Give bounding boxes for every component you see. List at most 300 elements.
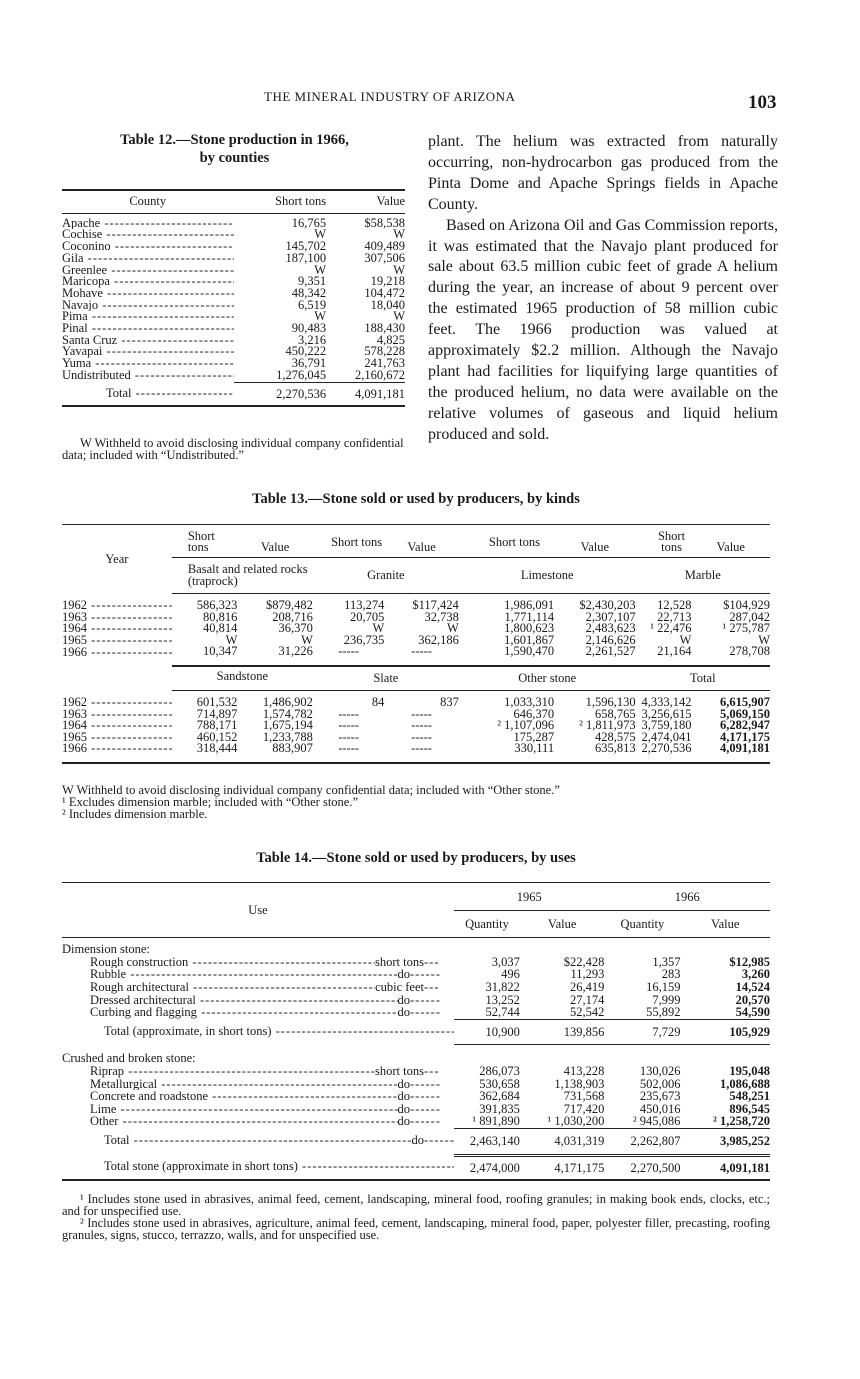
column-header-value: Value — [237, 525, 313, 558]
table-cell: 235,673 — [639, 1089, 681, 1104]
row-label: Greenlee ----- — [62, 265, 234, 277]
row-label — [62, 956, 440, 969]
table-cell: 6,282,947 — [720, 718, 770, 732]
table-cell: $2,430,203 — [579, 598, 636, 612]
use-label: Riprap ----- — [90, 1065, 375, 1078]
column-header-year: Year — [105, 551, 129, 566]
table-row — [62, 981, 770, 994]
table-row — [62, 300, 405, 312]
table-cell: ² 1,107,096 — [497, 718, 555, 732]
table12-title-line1: Table 12.—Stone production in 1966, — [120, 132, 349, 148]
table-cell: 31,822 — [485, 979, 520, 994]
table-cell: 105,929 — [680, 1019, 770, 1045]
table-cell: $22,428 — [563, 954, 605, 969]
table-cell: 883,907 — [272, 741, 313, 755]
table-row — [62, 623, 770, 635]
row-label — [62, 1103, 440, 1116]
table-cell: 22,713 — [657, 609, 692, 624]
column-header-use: Use — [62, 883, 454, 938]
table-cell: 90,483 — [291, 321, 327, 336]
table-cell: ----- — [411, 706, 432, 721]
footnote: ¹ Includes stone used in abrasives, animal feed, cement, landscaping, mineral food, roofing granules; in making book ends, clocks, etc.; and for unspecified use. — [62, 1192, 770, 1218]
table-cell: 52,542 — [570, 1005, 605, 1020]
table-cell: ¹ 22,476 — [650, 621, 692, 635]
row-label: Pinal ----- — [62, 323, 234, 335]
body-text — [428, 132, 778, 446]
table-cell: 40,814 — [203, 621, 238, 635]
row-label: Pima ----- — [62, 311, 234, 323]
table14 — [62, 882, 770, 1181]
column-header-short-tons: Short tons — [636, 525, 692, 558]
table-cell: 1,596,130 — [585, 695, 636, 709]
row-label — [62, 1006, 440, 1019]
table-cell: W — [372, 621, 385, 635]
section-header-row — [62, 938, 770, 956]
table-cell: 4,825 — [376, 332, 405, 347]
table-cell: 3,260 — [741, 967, 770, 982]
table-row — [62, 323, 405, 335]
year-header: 1966 — [604, 883, 770, 911]
year-label: 1964 ----- — [62, 720, 172, 732]
table13 — [62, 524, 770, 764]
year-header: 1965 — [454, 883, 604, 911]
table-cell: 113,274 — [344, 598, 385, 612]
table-cell: 175,287 — [513, 729, 555, 744]
table-row — [62, 646, 770, 666]
table-cell: ----- — [411, 741, 432, 755]
row-label: Coconino ----- — [62, 241, 234, 253]
table-cell: W — [447, 621, 459, 635]
table-cell: ----- — [338, 644, 360, 658]
table-cell: 1,771,114 — [504, 609, 555, 624]
table-cell: 1,086,688 — [720, 1076, 770, 1091]
group-header: Total — [636, 667, 770, 691]
row-label: Yavapai ----- — [62, 346, 234, 358]
table-cell: 330,111 — [514, 741, 555, 755]
table-cell: 586,323 — [196, 598, 238, 612]
table-cell: $117,424 — [412, 598, 459, 612]
table14-footnotes — [62, 1193, 770, 1241]
table-cell: 13,252 — [485, 992, 520, 1007]
table-cell: ----- — [338, 729, 360, 744]
group-header: Slate — [313, 667, 459, 691]
table-cell: W — [393, 262, 405, 277]
use-label: Rough construction ----- — [90, 956, 375, 969]
bottom-rule — [62, 406, 405, 407]
use-label: Total ----- — [104, 1134, 412, 1147]
column-header: County — [129, 194, 167, 208]
use-label: Other ----- — [90, 1115, 398, 1128]
table-row — [62, 288, 405, 300]
table-cell: W — [314, 262, 327, 277]
table-cell: 287,042 — [729, 609, 770, 624]
column-header-value: Value — [691, 525, 770, 558]
table-cell: 32,738 — [424, 609, 459, 624]
table-header-row — [62, 883, 770, 911]
row-label — [62, 981, 440, 994]
rule-row — [62, 1180, 770, 1181]
table-row — [62, 265, 405, 277]
table-cell: W — [225, 632, 238, 647]
table12 — [62, 189, 405, 407]
table-cell: 362,684 — [479, 1089, 520, 1104]
unit-label: do — [397, 992, 410, 1007]
paragraph: Based on Arizona Oil and Gas Commission reports, it was estimated that the Navajo plant produced for sale about 63.5 million cubic feet of grade A helium during the year, an increase of about 9 percent over the estimated 1965 production of 58 million cubic feet. The 1966 production was valued at approximately $2.2 million. Although the Navajo plant had facilities for liquifying large quantities of the produced helium, no data were available on the relative volumes of gaseous and liquid helium produced and sold. — [428, 216, 778, 443]
table-cell: 3,256,615 — [641, 706, 692, 721]
table-row — [62, 311, 405, 323]
table-cell: ¹ 891,890 — [472, 1114, 520, 1129]
year-label: 1962 ----- — [62, 594, 172, 612]
table-cell: 36,791 — [291, 356, 327, 371]
column-header: Short tons — [275, 194, 327, 208]
table-cell: 241,763 — [364, 356, 405, 371]
table-cell: 2,307,107 — [585, 609, 636, 624]
rule-row — [62, 406, 405, 407]
unit-label: do — [397, 1076, 410, 1091]
table-cell: ² 945,086 — [632, 1114, 681, 1129]
table-cell: $104,929 — [723, 598, 770, 612]
table-cell: 104,472 — [364, 285, 405, 300]
leader — [424, 1065, 440, 1078]
table-cell: 187,100 — [285, 250, 327, 265]
table-cell: 9,351 — [297, 274, 327, 289]
table14-title: Table 14.—Stone sold or used by producers, by uses — [256, 850, 576, 866]
leader — [410, 1115, 440, 1128]
leader — [410, 1103, 440, 1116]
table-row — [62, 229, 405, 241]
row-label — [62, 1128, 454, 1153]
total-cell: 4,091,181 — [326, 382, 405, 406]
table-cell: 286,073 — [479, 1063, 520, 1078]
row-label: Apache ----- — [62, 213, 234, 229]
group-header: Other stone — [459, 667, 636, 691]
table-cell: 450,222 — [285, 344, 327, 359]
table-row — [62, 358, 405, 370]
row-label: Navajo ----- — [62, 300, 234, 312]
table-cell: 2,270,500 — [604, 1155, 680, 1180]
row-label: Gila ----- — [62, 253, 234, 265]
table-row — [62, 241, 405, 253]
bottom-rule — [62, 763, 770, 764]
table-cell: 896,545 — [729, 1101, 770, 1116]
table-cell: 1,357 — [652, 954, 681, 969]
table-row — [62, 335, 405, 347]
row-label — [62, 1090, 440, 1103]
table-cell: 130,026 — [639, 1063, 681, 1078]
table13-footnotes — [62, 784, 770, 820]
table-cell: 48,342 — [291, 285, 327, 300]
table-cell: 4,031,319 — [520, 1128, 604, 1155]
footnote: W Withheld to avoid disclosing individual company confidential data; included with “Other stone.” — [62, 783, 560, 797]
table-cell: 2,146,626 — [585, 632, 636, 647]
unit-label: do — [397, 967, 410, 982]
table-cell: 208,716 — [272, 609, 313, 624]
table-cell: 1,486,902 — [262, 695, 313, 709]
column-header-value: Value — [384, 525, 458, 558]
table-cell: 413,228 — [563, 1063, 605, 1078]
table-row — [62, 1065, 770, 1078]
row-label — [62, 1115, 440, 1128]
table-cell: 2,483,623 — [585, 621, 636, 635]
year-label: 1962 ----- — [62, 691, 172, 709]
unit-label: short tons — [375, 1063, 424, 1078]
row-label — [62, 1078, 440, 1091]
table-cell: $879,482 — [266, 598, 313, 612]
column-header-quantity: Quantity — [604, 910, 680, 938]
table12-footnote: W Withheld to avoid disclosing individual company confidential data; included with “Undistributed.” — [62, 436, 404, 462]
group-header-row — [62, 667, 770, 691]
table-cell: 3,985,252 — [680, 1128, 770, 1155]
group-header: Sandstone — [172, 667, 313, 691]
total-row — [62, 1019, 770, 1045]
column-header: Value — [376, 194, 405, 208]
leader — [410, 994, 440, 1007]
use-label: Total (approximate, in short tons) ----- — [104, 1025, 454, 1038]
table-row — [62, 1006, 770, 1019]
table-cell: 11,293 — [570, 967, 605, 982]
use-label: Rough architectural ----- — [90, 981, 375, 994]
use-label: Total stone (approximate in short tons) ----- — [104, 1160, 454, 1173]
table-cell: 4,091,181 — [720, 741, 770, 755]
table-cell: 548,251 — [729, 1089, 770, 1104]
table-cell: 2,261,527 — [585, 644, 636, 658]
total-row — [62, 382, 405, 406]
table-cell: 4,091,181 — [680, 1155, 770, 1180]
unit-label: cubic feet — [375, 979, 424, 994]
table-cell: 658,765 — [594, 706, 636, 721]
table-cell: W — [314, 309, 327, 324]
table-cell: 601,532 — [196, 695, 238, 709]
table-cell: 3,037 — [491, 954, 520, 969]
running-title: THE MINERAL INDUSTRY OF ARIZONA — [264, 89, 516, 104]
use-label: Metallurgical ----- — [90, 1078, 398, 1091]
table-row — [62, 370, 405, 382]
table-cell: 578,228 — [364, 344, 405, 359]
table-cell: W — [679, 632, 692, 647]
total-label: Total ----- — [62, 382, 234, 406]
table-cell: 307,506 — [364, 250, 405, 265]
table-cell: ² 1,811,973 — [579, 718, 636, 732]
table-cell: 2,474,000 — [454, 1155, 520, 1180]
row-label: Cochise ----- — [62, 229, 234, 241]
table-cell: 10,900 — [454, 1019, 520, 1045]
table-cell: 18,040 — [370, 297, 405, 312]
row-label — [62, 1019, 454, 1044]
leader — [410, 1078, 440, 1091]
leader — [424, 981, 440, 994]
table-cell: 646,370 — [513, 706, 555, 721]
table-cell: 391,835 — [479, 1101, 520, 1116]
table-cell: 36,370 — [278, 621, 313, 635]
row-label: Undistributed ----- — [62, 370, 234, 382]
table-cell: 16,159 — [646, 979, 681, 994]
table-header-row — [62, 190, 405, 213]
page-number: 103 — [748, 92, 777, 113]
use-label: Concrete and roadstone ----- — [90, 1090, 398, 1103]
table-cell: 80,816 — [203, 609, 238, 624]
table-cell: 530,658 — [479, 1076, 520, 1091]
table-cell: 195,048 — [729, 1063, 770, 1078]
leader — [424, 956, 440, 969]
table-cell: 362,186 — [418, 632, 459, 647]
table-row — [62, 691, 770, 709]
table-cell: 428,575 — [594, 729, 636, 744]
table-cell: 635,813 — [594, 741, 636, 755]
use-label: Rubble ----- — [90, 968, 398, 981]
footnote: ² Includes dimension marble. — [62, 807, 208, 821]
unit-label: do — [397, 1101, 410, 1116]
table-cell: 16,765 — [291, 215, 327, 230]
use-label: Curbing and flagging ----- — [90, 1006, 398, 1019]
table-cell: 496 — [501, 967, 520, 982]
leader — [424, 1134, 454, 1147]
table-cell: 6,519 — [297, 297, 327, 312]
table-cell: 14,524 — [735, 979, 770, 994]
group-header: Basalt and related rocks (traprock) — [172, 558, 313, 594]
empty-cell — [62, 667, 172, 691]
table-cell: 1,276,045 — [276, 367, 327, 382]
table-cell: 20,705 — [349, 609, 385, 624]
year-label: 1966 ----- — [62, 646, 172, 666]
table-row — [62, 743, 770, 763]
table-cell: ² 1,258,720 — [713, 1114, 770, 1129]
table-cell: 1,138,903 — [554, 1076, 605, 1091]
bottom-rule — [62, 1180, 770, 1181]
table-cell: W — [314, 227, 327, 242]
table-cell: 21,164 — [657, 644, 692, 658]
table-cell: 318,444 — [196, 741, 238, 755]
table-cell: 2,474,041 — [641, 729, 692, 744]
column-header-value: Value — [554, 525, 636, 558]
section-heading: Crushed and broken stone: — [62, 1051, 196, 1066]
table-cell: 236,735 — [343, 632, 385, 647]
table-row — [62, 594, 770, 612]
column-header-short-tons: Short tons — [172, 525, 238, 558]
year-label: 1966 ----- — [62, 743, 172, 763]
table-cell: ----- — [338, 706, 360, 721]
table-row — [62, 1115, 770, 1128]
table-cell: 54,590 — [735, 1005, 770, 1020]
table-cell: ----- — [338, 741, 360, 755]
table12-title — [62, 131, 407, 167]
table-cell: $58,538 — [364, 215, 405, 230]
table-cell: 731,568 — [563, 1089, 605, 1104]
table-cell: 409,489 — [364, 239, 405, 254]
table-cell: ----- — [411, 718, 432, 732]
group-header: Marble — [636, 558, 770, 594]
group-header: Limestone — [459, 558, 636, 594]
table-header-row — [62, 525, 770, 558]
year-label: 1964 ----- — [62, 623, 172, 635]
table-row — [62, 253, 405, 265]
rule-row — [62, 763, 770, 764]
table-cell: 139,856 — [520, 1019, 604, 1045]
table-row — [62, 1090, 770, 1103]
table-cell: 1,675,194 — [262, 718, 313, 732]
table-cell: 3,216 — [297, 332, 327, 347]
table-cell: 84 — [371, 695, 385, 709]
table-row — [62, 346, 405, 358]
unit-label: do — [397, 1089, 410, 1104]
use-label: Lime ----- — [90, 1103, 398, 1116]
table-cell: 788,171 — [196, 718, 238, 732]
column-header-short-tons: Short tons — [313, 525, 384, 558]
year-label: 1963 ----- — [62, 709, 172, 721]
table-cell: 4,333,142 — [641, 695, 692, 709]
table-cell: 717,420 — [563, 1101, 605, 1116]
table-cell: 1,986,091 — [504, 598, 555, 612]
table-row — [62, 276, 405, 288]
table-cell: 460,152 — [196, 729, 238, 744]
row-label: Santa Cruz ----- — [62, 335, 234, 347]
table-cell: 188,430 — [364, 321, 405, 336]
table-cell: 1,033,310 — [504, 695, 555, 709]
unit-label: do — [397, 1005, 410, 1020]
footnote: ¹ Excludes dimension marble; included with “Other stone.” — [62, 795, 359, 809]
section-heading: Dimension stone: — [62, 942, 150, 957]
column-header-quantity: Quantity — [454, 910, 520, 938]
leader — [410, 1090, 440, 1103]
table-cell: 52,744 — [485, 1005, 520, 1020]
table-row — [62, 213, 405, 229]
table-cell: 3,759,180 — [641, 718, 692, 732]
table-cell: 20,570 — [735, 992, 770, 1007]
column-header-short-tons: Short tons — [459, 525, 554, 558]
table-cell: 2,160,672 — [355, 367, 405, 382]
year-label: 1965 ----- — [62, 732, 172, 744]
row-label — [62, 1065, 440, 1078]
footnote: ² Includes stone used in abrasives, agriculture, animal feed, cement, landscaping, mineral food, paper, polyester filler, precasting, roofing granules, signs, stucco, terrazzo, walls, and for unspecified use. — [62, 1216, 770, 1242]
unit-label: do — [397, 1114, 410, 1129]
unit-label: short tons — [375, 954, 424, 969]
year-label: 1965 ----- — [62, 635, 172, 647]
table-cell: 502,006 — [639, 1076, 681, 1091]
row-label — [62, 1155, 454, 1178]
table-cell: 1,800,623 — [504, 621, 555, 635]
row-label: Mohave ----- — [62, 288, 234, 300]
column-header-value: Value — [520, 910, 604, 938]
table-cell: 27,174 — [570, 992, 605, 1007]
row-label: Maricopa ----- — [62, 276, 234, 288]
table-cell: ----- — [411, 644, 432, 658]
table-cell: 2,270,536 — [641, 741, 692, 755]
table12-title-line2: by counties — [199, 150, 270, 166]
table-cell: 55,892 — [646, 1005, 681, 1020]
table-cell: $12,985 — [729, 954, 770, 969]
table-cell: 2,463,140 — [454, 1128, 520, 1155]
table-cell: 4,171,175 — [520, 1155, 604, 1180]
table-cell: 1,590,470 — [504, 644, 555, 658]
total-cell: 2,270,536 — [234, 382, 327, 406]
table-cell: 1,574,782 — [262, 706, 313, 721]
table-cell: W — [301, 632, 313, 647]
table-cell: 7,729 — [604, 1019, 680, 1045]
table-cell: ¹ 275,787 — [722, 621, 770, 635]
use-label: Dressed architectural ----- — [90, 994, 398, 1007]
table-cell: 10,347 — [203, 644, 238, 658]
column-header-value: Value — [680, 910, 770, 938]
table-cell: 5,069,150 — [720, 706, 770, 721]
table-cell: 2,262,807 — [604, 1128, 680, 1155]
table-cell: 1,233,788 — [262, 729, 313, 744]
total-row — [62, 1128, 770, 1155]
group-header: Granite — [313, 558, 459, 594]
table-cell: 12,528 — [657, 598, 692, 612]
table-cell: 283 — [661, 967, 681, 982]
table-cell: 4,171,175 — [720, 729, 770, 744]
table-cell: 7,999 — [652, 992, 681, 1007]
row-label — [62, 994, 440, 1007]
